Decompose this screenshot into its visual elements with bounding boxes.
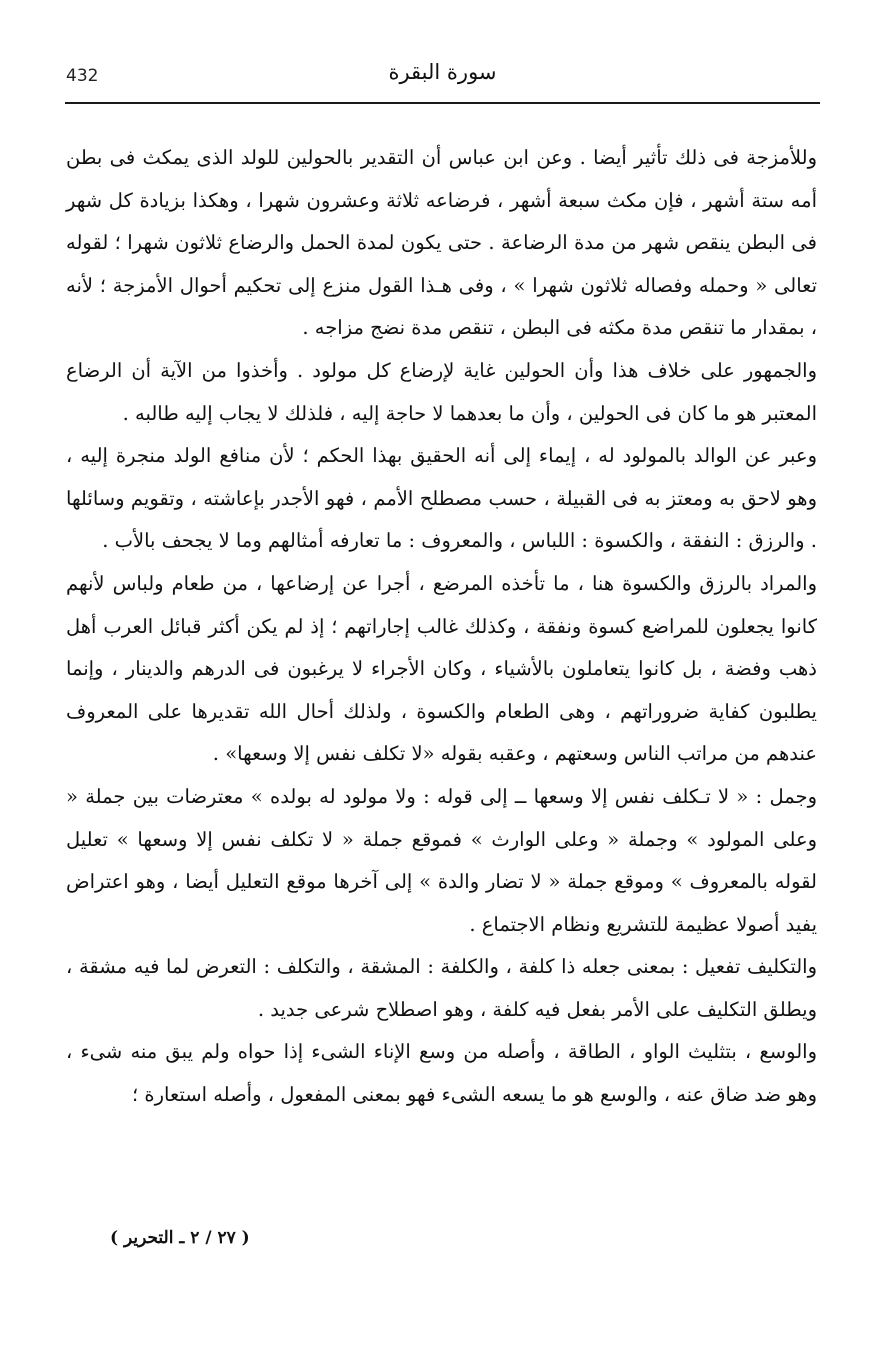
body-text — [66, 137, 817, 1117]
paragraph: والجمهور على خلاف هذا وأن الحولين غاية لإرضاع كل مولود . وأخذوا من الآية أن الرضاع المعتبر هو ما كان فى الحولين ، وأن ما بعدهما لا حاجة إليه ، فلذلك لا يجاب إليه طالبه . — [66, 358, 817, 425]
paragraph: وللأمزجة فى ذلك تأثير أيضا . وعن ابن عباس أن التقدير بالحولين للولد الذى يمكث فى بطن أمه ستة أشهر ، فإن مكث سبعة أشهر ، فرضاعه ثلاثة وعشرون شهرا ، وهكذا بزيادة كل شهر فى البطن ينقص شهر من مدة الرضاعة . حتى يكون لمدة الحمل والرضاع ثلاثون شهرا ؛ لقوله تعالى « وحمله وفصاله ثلاثون شهرا » ، وفى هـذا القول منزع إلى تحكيم أحوال الأمزجة ؛ لأنه ، بمقدار ما تنقص مدة مكثه فى البطن ، تنقص مدة نضج مزاجه . — [66, 146, 817, 340]
running-title: سورة البقرة — [388, 60, 497, 84]
signature-mark: ( ٢٧ / ٢ ـ التحرير ) — [110, 1228, 250, 1248]
paragraph: والوسع ، بتثليث الواو ، الطاقة ، وأصله من وسع الإناء الشىء إذا حواه ولم يبق منه شىء ، وهو ضد ضاق عنه ، والوسع هو ما يسعه الشىء فهو بمعنى المفعول ، وأصله استعارة ؛ — [66, 1040, 817, 1107]
page-header — [65, 58, 820, 104]
paragraph: والتكليف تفعيل : بمعنى جعله ذا كلفة ، والكلفة : المشقة ، والتكلف : التعرض لما فيه مشقة ، ويطلق التكليف على الأمر بفعل فيه كلفة ، وهو اصطلاح شرعى جديد . — [66, 955, 817, 1021]
paragraph: وجمل : « لا تـكلف نفس إلا وسعها ــ إلى قوله : ولا مولود له بولده » معترضات بين جملة « وعلى المولود » وجملة « وعلى الوارث » فموقع جملة « لا تكلف نفس إلا وسعها » تعليل لقوله بالمعروف » وموقع جملة « لا تضار والدة » إلى آخرها موقع التعليل أيضا ، وهو اعتراض يفيد أصولا عظيمة للتشريع ونظام الاجتماع . — [66, 784, 817, 936]
paragraph: والمراد بالرزق والكسوة هنا ، ما تأخذه المرضع ، أجرا عن إرضاعها ، من طعام ولباس لأنهم كانوا يجعلون للمراضع كسوة ونفقة ، وكذلك غالب إجاراتهم ؛ إذ لم يكن أكثر قبائل العرب أهل ذهب وفضة ، بل كانوا يتعاملون بالأشياء ، وكان الأجراء لا يرغبون فى الدرهم والدينار ، وإنما يطلبون كفاية ضروراتهم ، وهى الطعام والكسوة ، ولذلك أحال الله تقديرها على المعروف عندهم من مراتب الناس وسعتهم ، وعقبه بقوله «لا تكلف نفس إلا وسعها» . — [66, 571, 817, 766]
page-number: 432 — [66, 66, 99, 86]
paragraph: وعبر عن الوالد بالمولود له ، إيماء إلى أنه الحقيق بهذا الحكم ؛ لأن منافع الولد منجرة إليه ، وهو لاحق به ومعتز به فى القبيلة ، حسب مصطلح الأمم ، فهو الأجدر بإعاشته ، وتقويم وسائلها . والرزق : النفقة ، والكسوة : اللباس ، والمعروف : ما تعارفه أمثالهم وما لا يجحف بالأب . — [66, 444, 817, 553]
